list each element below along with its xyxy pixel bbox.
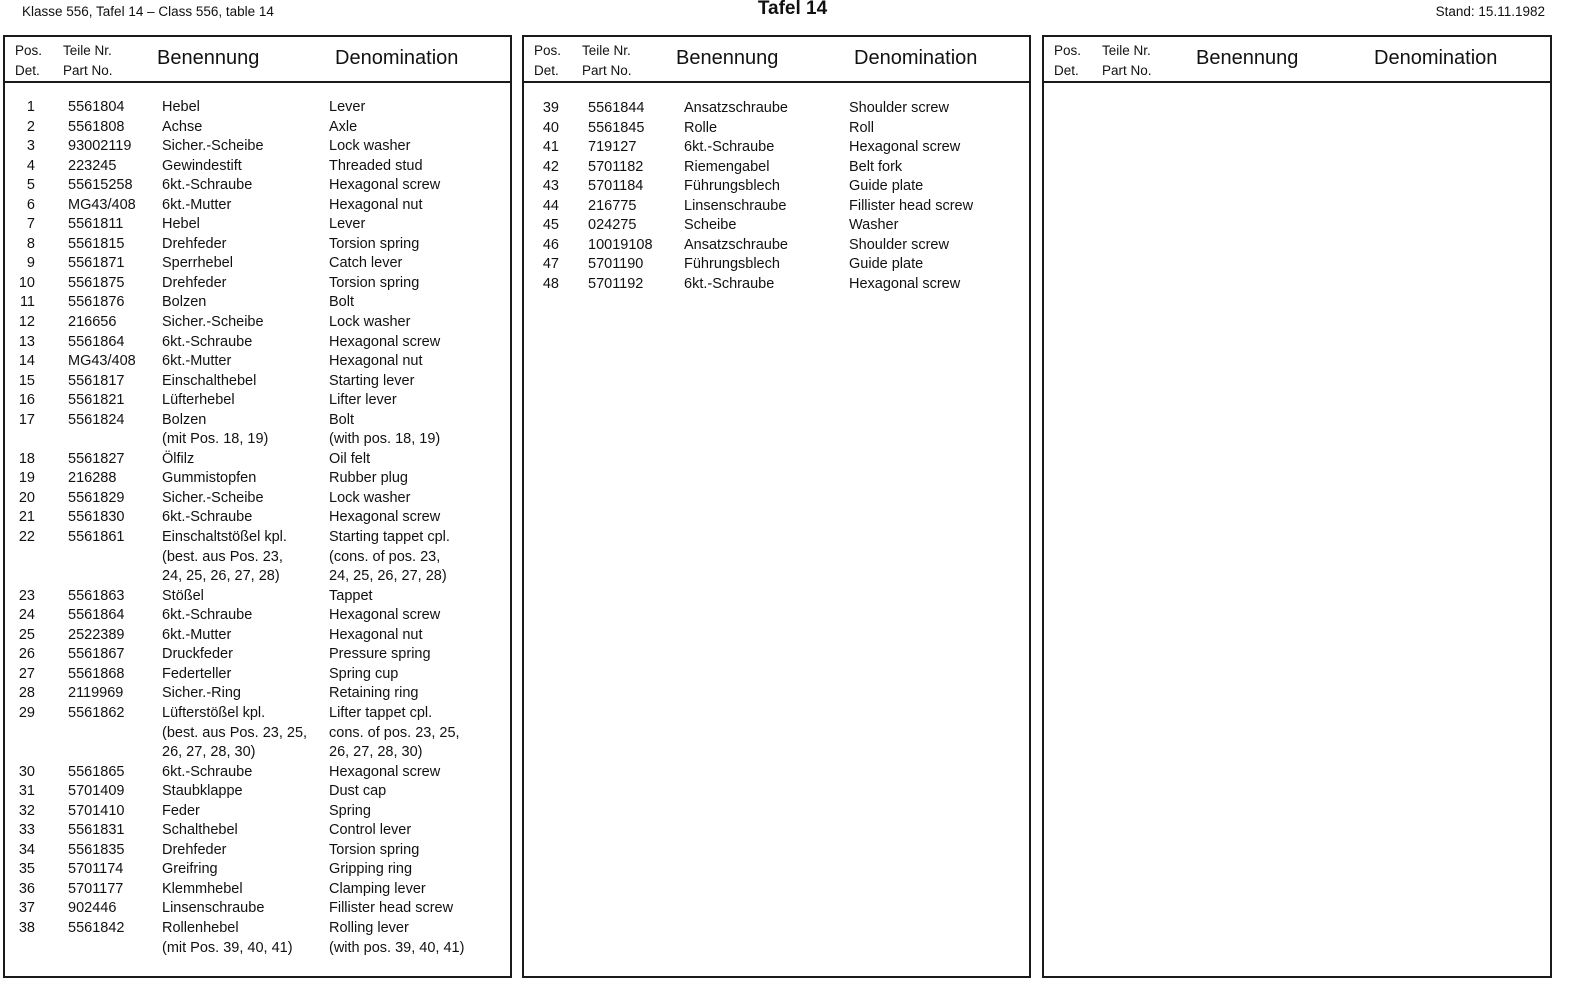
table-row	[5, 98, 510, 118]
denomination-cell: Fillister head screw	[849, 197, 974, 214]
table-row	[5, 372, 510, 392]
table-row	[5, 469, 510, 489]
pos-cell: 45	[542, 217, 559, 234]
benennung-cell: 6kt.-Schraube	[162, 607, 253, 624]
denomination-cell: Roll	[849, 119, 874, 136]
part-number-cell: 5561862	[68, 704, 125, 721]
benennung-cell: Ansatzschraube	[684, 236, 788, 253]
denomination-cell: Lock washer	[329, 489, 411, 506]
table-row	[5, 899, 510, 919]
benennung-cell: Bolzen	[162, 294, 207, 311]
benennung-cell: Achse	[162, 118, 203, 135]
part-number-header: Teile Nr. Part No.	[1102, 43, 1152, 78]
table-row	[524, 119, 1029, 139]
pos-cell: 29	[18, 704, 35, 721]
benennung-cell: Klemmhebel	[162, 880, 243, 897]
part-number-cell: 902446	[68, 900, 117, 917]
pos-cell: 19	[18, 470, 35, 487]
denomination-cell: Washer	[849, 217, 899, 234]
pos-cell: 16	[18, 392, 35, 409]
table-row	[5, 333, 510, 353]
benennung-cell: 26, 27, 28, 30)	[162, 744, 256, 761]
part-number-cell: 5701182	[588, 158, 644, 175]
table-row	[524, 197, 1029, 217]
benennung-cell: 6kt.-Schraube	[162, 333, 253, 350]
pos-cell: 26	[18, 646, 35, 663]
denomination-cell: Spring	[329, 802, 371, 819]
benennung-cell: 6kt.-Mutter	[162, 626, 232, 643]
pos-cell: 25	[18, 626, 35, 643]
benennung-cell: Lüfterhebel	[162, 392, 235, 409]
denomination-cell: Hexagonal screw	[329, 177, 441, 194]
denomination-cell: Gripping ring	[329, 861, 413, 878]
part-number-cell: 5561827	[68, 450, 125, 467]
pos-cell: 23	[18, 587, 35, 604]
part-number-cell: 223245	[68, 157, 117, 174]
benennung-header: Benennung	[676, 47, 779, 69]
benennung-cell: Sicher.-Scheibe	[162, 489, 264, 506]
pos-cell: 9	[26, 255, 35, 272]
table-row	[5, 860, 510, 880]
part-number-cell: 5561868	[68, 665, 125, 682]
pos-cell: 43	[542, 178, 559, 195]
pos-cell: 24	[18, 607, 35, 624]
pos-header: Pos. Det.	[534, 43, 562, 78]
part-number-cell: 5701184	[588, 178, 644, 195]
benennung-cell: Ölfilz	[162, 450, 195, 467]
page-title: Tafel 14	[757, 0, 828, 19]
denomination-cell: Lifter lever	[329, 392, 397, 409]
table-row-continuation	[5, 743, 510, 763]
denomination-header: Denomination	[854, 47, 978, 69]
denomination-cell: Rubber plug	[329, 470, 408, 487]
benennung-cell: Lüfterstößel kpl.	[162, 704, 266, 721]
part-number-cell: 5561875	[68, 274, 125, 291]
denomination-cell: Oil felt	[329, 450, 371, 467]
table-row	[524, 99, 1029, 119]
part-number-cell: 5561815	[68, 235, 125, 252]
table-row	[5, 508, 510, 528]
benennung-header: Benennung	[1196, 47, 1299, 69]
part-number-cell: 5561844	[588, 100, 645, 116]
table-row	[524, 177, 1029, 197]
part-number-cell: MG43/408	[68, 353, 136, 370]
table-row-continuation	[5, 567, 510, 587]
pos-cell: 22	[18, 529, 35, 546]
table-row	[5, 802, 510, 822]
benennung-cell: 6kt.-Mutter	[162, 196, 232, 213]
pos-cell: 2	[26, 118, 35, 135]
denomination-cell: Clamping lever	[329, 880, 426, 897]
denomination-cell: Bolt	[329, 294, 354, 311]
column-header	[524, 37, 1029, 83]
denomination-cell: (with pos. 39, 40, 41)	[329, 939, 465, 956]
table-row	[5, 665, 510, 685]
pos-cell: 17	[18, 411, 35, 428]
part-number-cell: 5561863	[68, 587, 125, 604]
table-row	[5, 196, 510, 216]
part-number-cell: 5561829	[68, 489, 125, 506]
part-number-cell: 5701190	[588, 256, 644, 273]
benennung-cell: Sperrhebel	[162, 255, 233, 272]
table-body	[5, 98, 510, 958]
part-number-cell: 5561808	[68, 118, 125, 135]
denomination-cell: Starting tappet cpl.	[329, 529, 450, 546]
denomination-cell: Shoulder screw	[849, 236, 949, 253]
denomination-cell: Rolling lever	[329, 919, 409, 936]
table-row	[5, 919, 510, 939]
table-row	[5, 704, 510, 724]
benennung-cell: Hebel	[162, 216, 200, 233]
part-number-cell: 5561817	[68, 372, 125, 389]
denomination-cell: Torsion spring	[329, 841, 420, 858]
part-number-cell: 5561876	[68, 294, 125, 311]
pos-cell: 31	[18, 783, 35, 800]
benennung-cell: Einschaltstößel kpl.	[162, 529, 287, 546]
part-number-cell: 5561861	[68, 529, 125, 546]
part-number-cell: 5701177	[68, 880, 124, 897]
pos-cell: 6	[26, 196, 35, 213]
benennung-cell: 6kt.-Schraube	[162, 177, 253, 194]
denomination-cell: Fillister head screw	[329, 900, 454, 917]
part-number-cell: 5561830	[68, 509, 125, 526]
table-row	[5, 235, 510, 255]
denomination-cell: Spring cup	[329, 665, 399, 682]
benennung-cell: Stößel	[162, 587, 204, 604]
pos-cell: 36	[18, 880, 35, 897]
pos-cell: 48	[542, 275, 559, 292]
benennung-header: Benennung	[157, 47, 260, 69]
benennung-cell: Rolle	[684, 119, 718, 136]
table-row	[5, 587, 510, 607]
pos-cell: 35	[18, 861, 35, 878]
part-number-cell: MG43/408	[68, 196, 136, 213]
denomination-cell: Bolt	[329, 411, 354, 428]
benennung-cell: 24, 25, 26, 27, 28)	[162, 568, 280, 585]
benennung-cell: Federteller	[162, 665, 232, 682]
denomination-cell: Control lever	[329, 822, 412, 839]
benennung-cell: Gewindestift	[162, 157, 242, 174]
denomination-cell: Hexagonal screw	[329, 333, 441, 350]
denomination-cell: cons. of pos. 23, 25,	[329, 724, 460, 741]
table-row	[5, 118, 510, 138]
denomination-cell: Axle	[329, 118, 358, 135]
table-row	[5, 137, 510, 157]
pos-cell: 34	[18, 841, 35, 858]
table-row	[5, 391, 510, 411]
denomination-cell: Lever	[329, 99, 366, 115]
table-row	[5, 782, 510, 802]
part-number-cell: 5561845	[588, 119, 645, 136]
benennung-cell: Führungsblech	[684, 256, 780, 273]
benennung-cell: Gummistopfen	[162, 470, 257, 487]
pos-cell: 13	[18, 333, 35, 350]
denomination-cell: Retaining ring	[329, 685, 419, 702]
table-row	[524, 275, 1029, 295]
benennung-cell: 6kt.-Mutter	[162, 353, 232, 370]
pos-cell: 7	[26, 216, 35, 233]
benennung-cell: 6kt.-Schraube	[684, 139, 775, 156]
denomination-cell: Torsion spring	[329, 274, 420, 291]
table-row	[5, 489, 510, 509]
part-number-cell: 5701409	[68, 783, 125, 800]
denomination-cell: Lifter tappet cpl.	[329, 704, 433, 721]
table-row	[5, 450, 510, 470]
part-number-cell: 5561824	[68, 411, 125, 428]
denomination-cell: 26, 27, 28, 30)	[329, 744, 423, 761]
benennung-cell: Staubklappe	[162, 783, 243, 800]
benennung-cell: Drehfeder	[162, 274, 227, 291]
pos-cell: 12	[18, 314, 35, 331]
pos-cell: 5	[26, 177, 35, 194]
table-row-continuation	[5, 430, 510, 450]
benennung-cell: Führungsblech	[684, 178, 780, 195]
denomination-cell: 24, 25, 26, 27, 28)	[329, 568, 447, 585]
pos-cell: 14	[18, 353, 35, 370]
pos-cell: 40	[542, 119, 559, 136]
part-number-cell: 5561864	[68, 607, 125, 624]
benennung-cell: 6kt.-Schraube	[162, 509, 253, 526]
table-row	[524, 216, 1029, 236]
document-subtitle: Klasse 556, Tafel 14 – Class 556, table 14	[22, 4, 274, 19]
table-row	[5, 411, 510, 431]
benennung-cell: Sicher.-Scheibe	[162, 138, 264, 155]
revision-date: Stand: 15.11.1982	[1435, 4, 1545, 19]
table-row	[5, 157, 510, 177]
denomination-cell: Lever	[329, 216, 366, 233]
table-row	[5, 215, 510, 235]
pos-cell: 28	[18, 685, 35, 702]
table-row	[524, 255, 1029, 275]
denomination-cell: (with pos. 18, 19)	[329, 431, 441, 448]
table-row-continuation	[5, 548, 510, 568]
pos-header: Pos. Det.	[15, 43, 43, 78]
part-number-cell: 2119969	[68, 685, 124, 702]
pos-cell: 47	[542, 256, 559, 273]
benennung-cell: 6kt.-Schraube	[684, 275, 775, 292]
parts-table-3	[1042, 35, 1552, 978]
table-row	[5, 606, 510, 626]
part-number-cell: 5561811	[68, 216, 124, 233]
denomination-cell: (cons. of pos. 23,	[329, 548, 441, 565]
denomination-cell: Tappet	[329, 587, 373, 604]
pos-cell: 44	[542, 197, 559, 214]
benennung-cell: Druckfeder	[162, 646, 233, 663]
pos-cell: 30	[18, 763, 35, 780]
benennung-cell: Scheibe	[684, 217, 737, 234]
part-number-cell: 216288	[68, 470, 117, 487]
part-number-cell: 5561842	[68, 919, 125, 936]
benennung-cell: Linsenschraube	[684, 197, 787, 214]
parts-table-2	[522, 35, 1031, 978]
pos-cell: 37	[18, 900, 35, 917]
part-number-header: Teile Nr. Part No.	[63, 43, 113, 78]
denomination-cell: Dust cap	[329, 783, 387, 800]
table-row	[5, 880, 510, 900]
pos-cell: 8	[26, 235, 35, 252]
pos-cell: 11	[19, 294, 35, 311]
parts-table-1	[3, 35, 512, 978]
denomination-cell: Threaded stud	[329, 157, 423, 174]
benennung-cell: (mit Pos. 39, 40, 41)	[162, 939, 293, 956]
part-number-cell: 93002119	[68, 138, 132, 155]
denomination-cell: Hexagonal screw	[329, 763, 441, 780]
table-body	[524, 99, 1029, 294]
benennung-cell: Drehfeder	[162, 235, 227, 252]
denomination-cell: Catch lever	[329, 255, 403, 272]
part-number-cell: 5561864	[68, 333, 125, 350]
table-row-continuation	[5, 724, 510, 744]
pos-cell: 38	[18, 919, 35, 936]
part-number-cell: 5561865	[68, 763, 125, 780]
part-number-cell: 55615258	[68, 177, 133, 194]
pos-cell: 10	[18, 274, 35, 291]
pos-cell: 21	[18, 509, 35, 526]
part-number-header: Teile Nr. Part No.	[582, 43, 632, 78]
table-row	[524, 158, 1029, 178]
table-row-continuation	[5, 939, 510, 959]
benennung-cell: Linsenschraube	[162, 900, 265, 917]
part-number-cell: 10019108	[588, 236, 653, 253]
part-number-cell: 719127	[588, 139, 637, 156]
pos-cell: 33	[18, 822, 35, 839]
denomination-cell: Shoulder screw	[849, 100, 949, 116]
table-row	[5, 293, 510, 313]
table-row	[524, 236, 1029, 256]
part-number-cell: 5561835	[68, 841, 125, 858]
benennung-cell: (best. aus Pos. 23, 25,	[162, 724, 308, 741]
benennung-cell: Hebel	[162, 99, 200, 115]
table-row	[5, 841, 510, 861]
denomination-cell: Lock washer	[329, 138, 411, 155]
part-number-cell: 5561831	[68, 822, 125, 839]
part-number-cell: 5561871	[68, 255, 125, 272]
benennung-cell: Schalthebel	[162, 822, 238, 839]
table-row	[5, 821, 510, 841]
table-row	[524, 138, 1029, 158]
benennung-cell: Rollenhebel	[162, 919, 239, 936]
pos-cell: 46	[542, 236, 559, 253]
benennung-cell: Einschalthebel	[162, 372, 257, 389]
table-row	[5, 626, 510, 646]
denomination-cell: Hexagonal nut	[329, 626, 423, 643]
part-number-cell: 216775	[588, 197, 637, 214]
benennung-cell: Greifring	[162, 861, 218, 878]
table-row	[5, 684, 510, 704]
table-row	[5, 254, 510, 274]
denomination-cell: Starting lever	[329, 372, 415, 389]
pos-cell: 41	[542, 139, 559, 156]
benennung-cell: Drehfeder	[162, 841, 227, 858]
pos-cell: 1	[26, 99, 35, 115]
table-row	[5, 274, 510, 294]
denomination-cell: Hexagonal nut	[329, 353, 423, 370]
part-number-cell: 5701174	[68, 861, 124, 878]
benennung-cell: (mit Pos. 18, 19)	[162, 431, 269, 448]
benennung-cell: Sicher.-Scheibe	[162, 314, 264, 331]
pos-cell: 39	[542, 100, 559, 116]
pos-cell: 18	[18, 450, 35, 467]
part-number-cell: 5561867	[68, 646, 125, 663]
table-row	[5, 645, 510, 665]
pos-cell: 4	[26, 157, 35, 174]
pos-cell: 27	[18, 665, 35, 682]
table-row	[5, 528, 510, 548]
table-row	[5, 313, 510, 333]
denomination-cell: Lock washer	[329, 314, 411, 331]
denomination-cell: Pressure spring	[329, 646, 431, 663]
denomination-cell: Hexagonal nut	[329, 196, 423, 213]
pos-header: Pos. Det.	[1054, 43, 1082, 78]
pos-cell: 32	[18, 802, 35, 819]
benennung-cell: 6kt.-Schraube	[162, 763, 253, 780]
benennung-cell: Feder	[162, 802, 200, 819]
denomination-cell: Torsion spring	[329, 235, 420, 252]
column-header	[5, 37, 510, 83]
pos-cell: 20	[18, 489, 35, 506]
denomination-cell: Hexagonal screw	[849, 139, 961, 156]
part-number-cell: 216656	[68, 314, 117, 331]
denomination-cell: Guide plate	[849, 256, 924, 273]
part-number-cell: 2522389	[68, 626, 125, 643]
benennung-cell: Ansatzschraube	[684, 100, 788, 116]
benennung-cell: (best. aus Pos. 23,	[162, 548, 283, 565]
denomination-cell: Guide plate	[849, 178, 924, 195]
part-number-cell: 5701410	[68, 802, 125, 819]
denomination-cell: Hexagonal screw	[329, 607, 441, 624]
column-header	[1044, 37, 1550, 83]
pos-cell: 15	[18, 372, 35, 389]
pos-cell: 42	[542, 158, 559, 175]
table-row	[5, 352, 510, 372]
benennung-cell: Riemengabel	[684, 158, 770, 175]
part-number-cell: 5561821	[68, 392, 125, 409]
table-row	[5, 176, 510, 196]
denomination-cell: Hexagonal screw	[849, 275, 961, 292]
denomination-header: Denomination	[1374, 47, 1498, 69]
part-number-cell: 024275	[588, 217, 637, 234]
part-number-cell: 5561804	[68, 99, 125, 115]
table-row	[5, 763, 510, 783]
denomination-cell: Belt fork	[849, 158, 903, 175]
benennung-cell: Sicher.-Ring	[162, 685, 241, 702]
pos-cell: 3	[26, 138, 35, 155]
part-number-cell: 5701192	[588, 275, 644, 292]
denomination-header: Denomination	[335, 47, 459, 69]
benennung-cell: Bolzen	[162, 411, 207, 428]
denomination-cell: Hexagonal screw	[329, 509, 441, 526]
